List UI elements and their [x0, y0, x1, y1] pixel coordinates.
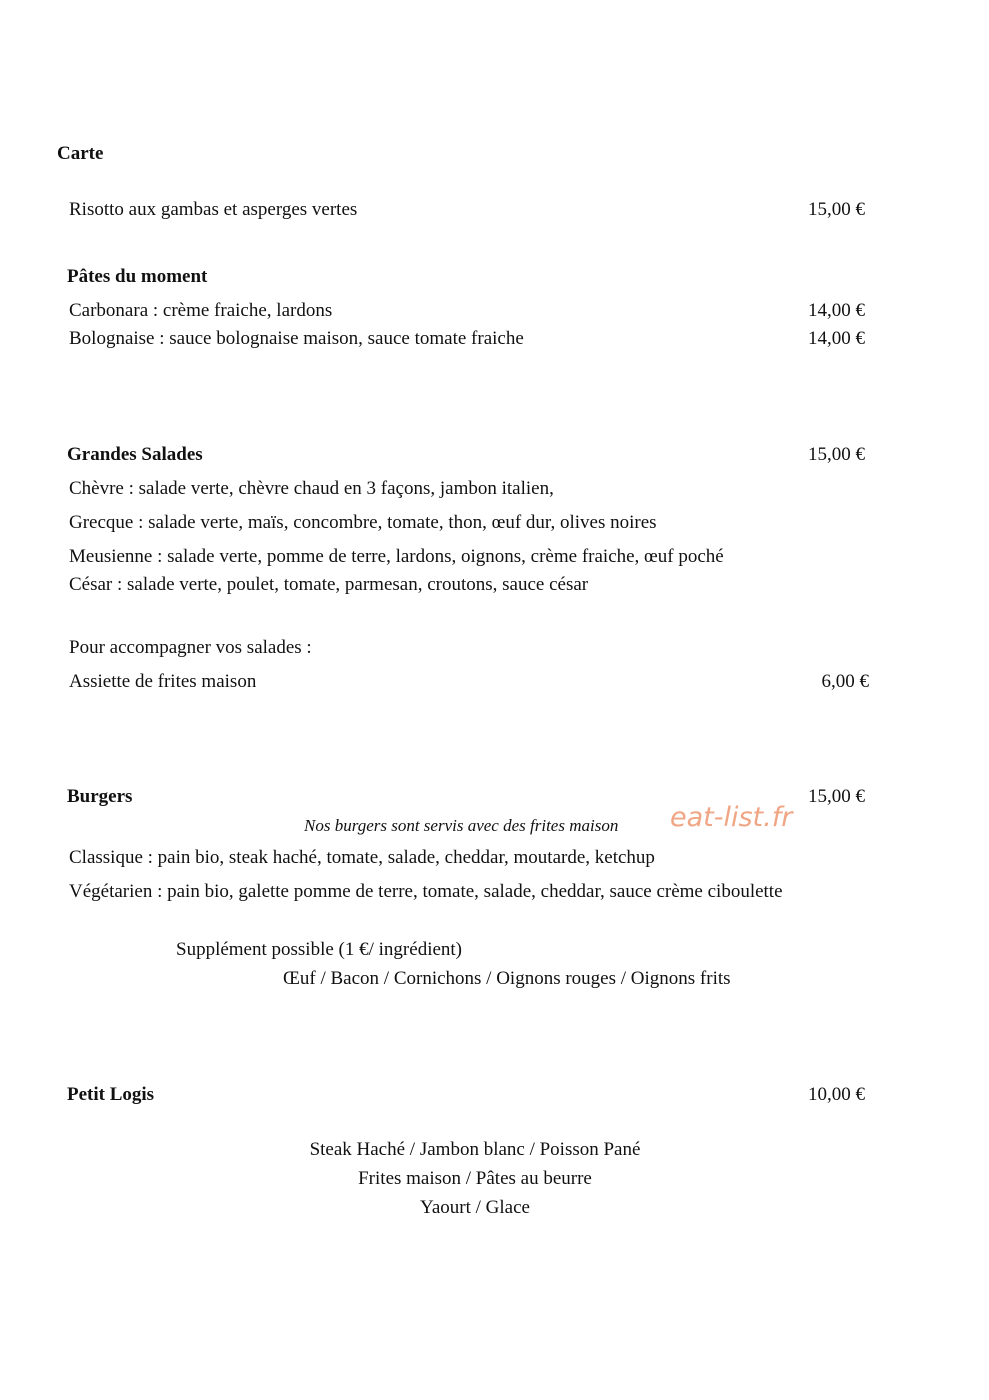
- supplement-label: Supplément possible (1 €/ ingrédient): [176, 939, 463, 960]
- petit-logis-line-2: Frites maison / Pâtes au beurre: [358, 1168, 592, 1189]
- risotto-price: 15,00 €: [808, 199, 865, 220]
- risotto-name: Risotto aux gambas et asperges vertes: [69, 199, 358, 220]
- petit-logis-line-3: Yaourt / Glace: [420, 1197, 530, 1218]
- burgers-section-title: Burgers: [67, 786, 133, 807]
- petit-logis-section-title: Petit Logis: [67, 1084, 155, 1105]
- menu-item-carbonara: Carbonara : crème fraiche, lardons: [69, 300, 333, 321]
- menu-heading: Carte: [57, 143, 104, 164]
- petit-logis-price: 10,00 €: [808, 1084, 865, 1105]
- menu-item-vegetarien: Végétarien : pain bio, galette pomme de terre, tomate, salade, cheddar, sauce crème ciboulette: [69, 881, 783, 902]
- price-frites: 6,00 €: [821, 671, 869, 692]
- menu-item-meusienne: Meusienne : salade verte, pomme de terre, lardons, oignons, crème fraiche, œuf poché: [69, 546, 724, 567]
- petit-logis-line-1: Steak Haché / Jambon blanc / Poisson Pané: [309, 1139, 641, 1160]
- price-carbonara: 14,00 €: [808, 300, 865, 321]
- pates-section-title: Pâtes du moment: [67, 266, 208, 287]
- burgers-note: Nos burgers sont servis avec des frites maison: [304, 816, 619, 835]
- menu-item-grecque: Grecque : salade verte, maïs, concombre, tomate, thon, œuf dur, olives noires: [69, 512, 657, 533]
- menu-item-classique: Classique : pain bio, steak haché, tomate, salade, cheddar, moutarde, ketchup: [69, 847, 655, 868]
- salades-price: 15,00 €: [808, 444, 865, 465]
- salades-section-title: Grandes Salades: [67, 444, 203, 465]
- menu-item-bolognaise: Bolognaise : sauce bolognaise maison, sauce tomate fraiche: [69, 328, 524, 349]
- salades-side-intro: Pour accompagner vos salades :: [69, 637, 312, 658]
- watermark-logo: eat-list.fr: [670, 802, 793, 833]
- menu-item-cesar: César : salade verte, poulet, tomate, parmesan, croutons, sauce césar: [69, 574, 589, 595]
- supplement-options: Œuf / Bacon / Cornichons / Oignons rouges / Oignons frits: [283, 968, 731, 989]
- burgers-price: 15,00 €: [808, 786, 865, 807]
- menu-item-chevre: Chèvre : salade verte, chèvre chaud en 3 façons, jambon italien,: [69, 478, 554, 499]
- price-bolognaise: 14,00 €: [808, 328, 865, 349]
- menu-item-frites: Assiette de frites maison: [69, 671, 257, 692]
